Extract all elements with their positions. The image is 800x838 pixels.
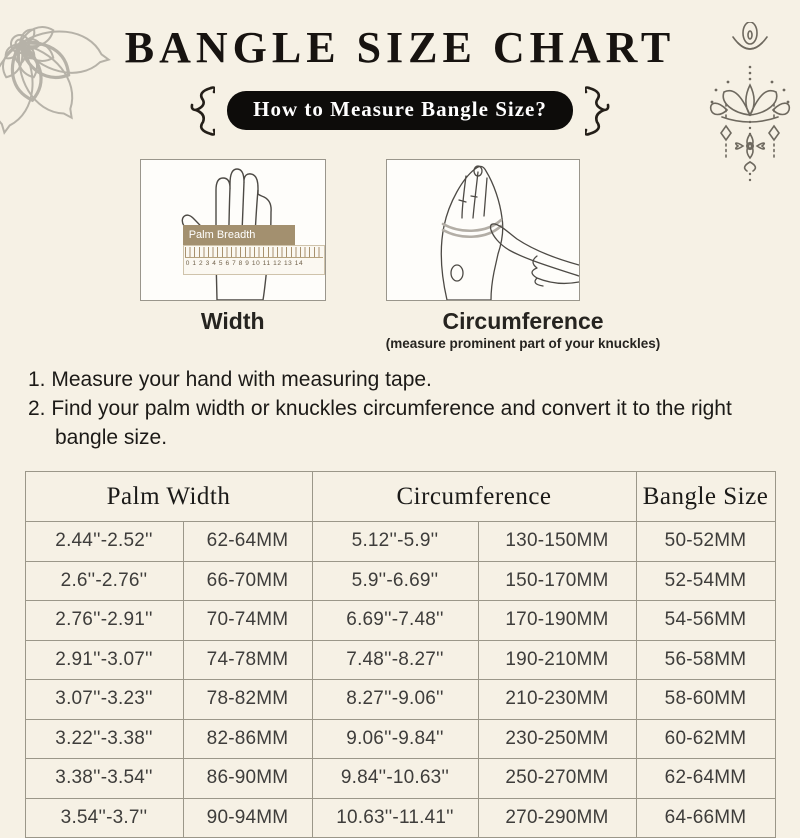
table-cell: 66-70MM <box>183 561 312 601</box>
table-cell: 2.6''-2.76'' <box>25 561 183 601</box>
header-bangle-size: Bangle Size <box>636 472 775 522</box>
table-cell: 52-54MM <box>636 561 775 601</box>
instruction-step-1: 1. Measure your hand with measuring tape. <box>28 368 432 391</box>
measurement-figures <box>0 159 800 351</box>
ruler <box>183 245 325 275</box>
page-title: BANGLE SIZE CHART <box>124 23 676 72</box>
table-cell: 60-62MM <box>636 719 775 759</box>
table-row <box>25 759 775 799</box>
circumference-figure <box>386 159 661 351</box>
bangle-size-table <box>25 471 776 838</box>
table-cell: 130-150MM <box>478 522 636 562</box>
table-cell: 78-82MM <box>183 680 312 720</box>
table-cell: 74-78MM <box>183 640 312 680</box>
table-cell: 2.76''-2.91'' <box>25 601 183 641</box>
table-cell: 9.84''-10.63'' <box>312 759 478 799</box>
table-cell: 9.06''-9.84'' <box>312 719 478 759</box>
knuckle-circumference-hands-illustration <box>387 160 579 300</box>
circumference-illustration-box <box>386 159 580 301</box>
table-cell: 3.38''-3.54'' <box>25 759 183 799</box>
table-cell: 3.54''-3.7'' <box>25 798 183 838</box>
table-cell: 70-74MM <box>183 601 312 641</box>
table-cell: 58-60MM <box>636 680 775 720</box>
table-cell: 86-90MM <box>183 759 312 799</box>
how-to-measure-badge-row <box>0 82 800 138</box>
table-row <box>25 719 775 759</box>
table-cell: 8.27''-9.06'' <box>312 680 478 720</box>
table-cell: 6.69''-7.48'' <box>312 601 478 641</box>
table-row <box>25 680 775 720</box>
width-caption: Width <box>200 308 265 334</box>
table-cell: 50-52MM <box>636 522 775 562</box>
ruler-numbers: 0 1 2 3 4 5 6 7 8 9 10 11 12 13 14 <box>185 260 304 267</box>
table-cell: 82-86MM <box>183 719 312 759</box>
table-cell: 2.44''-2.52'' <box>25 522 183 562</box>
header-circumference: Circumference <box>312 472 636 522</box>
table-cell: 270-290MM <box>478 798 636 838</box>
header-palm-width: Palm Width <box>25 472 312 522</box>
instructions <box>28 365 763 452</box>
table-cell: 3.07''-3.23'' <box>25 680 183 720</box>
circumference-caption: Circumference <box>442 308 604 334</box>
flourish-right-icon <box>585 82 611 138</box>
table-cell: 250-270MM <box>478 759 636 799</box>
how-to-measure-badge: How to Measure Bangle Size? <box>227 91 573 130</box>
table-cell: 5.9''-6.69'' <box>312 561 478 601</box>
table-row <box>25 561 775 601</box>
table-cell: 2.91''-3.07'' <box>25 640 183 680</box>
table-cell: 62-64MM <box>183 522 312 562</box>
table-row <box>25 640 775 680</box>
table-cell: 64-66MM <box>636 798 775 838</box>
table-cell: 5.12''-5.9'' <box>312 522 478 562</box>
palm-breadth-label: Palm Breadth <box>183 225 295 245</box>
table-cell: 3.22''-3.38'' <box>25 719 183 759</box>
table-row <box>25 601 775 641</box>
table-row <box>25 522 775 562</box>
table-cell: 10.63''-11.41'' <box>312 798 478 838</box>
width-figure <box>140 159 326 351</box>
width-illustration-box <box>140 159 326 301</box>
table-cell: 210-230MM <box>478 680 636 720</box>
circumference-note: (measure prominent part of your knuckles) <box>385 336 661 351</box>
flourish-left-icon <box>189 82 215 138</box>
table-cell: 190-210MM <box>478 640 636 680</box>
table-cell: 62-64MM <box>636 759 775 799</box>
table-cell: 170-190MM <box>478 601 636 641</box>
table-cell: 56-58MM <box>636 640 775 680</box>
table-cell: 230-250MM <box>478 719 636 759</box>
table-cell: 150-170MM <box>478 561 636 601</box>
instruction-step-2: 2. Find your palm width or knuckles circumference and convert it to the right bangle size. <box>28 397 732 449</box>
size-table-body <box>25 522 775 838</box>
ruler-ticks <box>185 247 323 258</box>
table-header-row <box>25 472 775 522</box>
table-cell: 54-56MM <box>636 601 775 641</box>
table-cell: 7.48''-8.27'' <box>312 640 478 680</box>
table-row <box>25 798 775 838</box>
table-cell: 90-94MM <box>183 798 312 838</box>
